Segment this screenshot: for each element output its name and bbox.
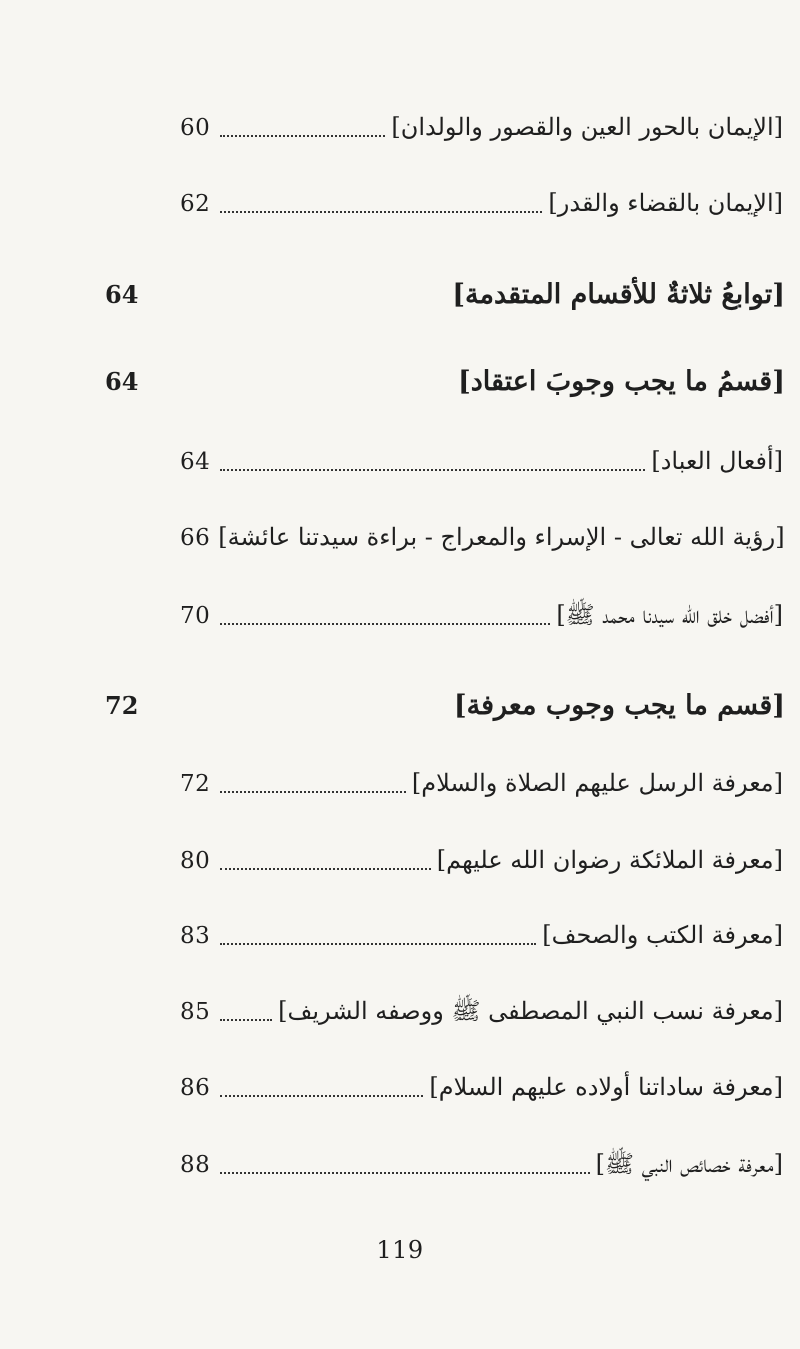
toc-entry-title: [معرفة الملائكة رضوان الله عليهم] bbox=[436, 846, 783, 874]
toc-entry-title: [معرفة نسب النبي المصطفى ﷺ ووصفه الشريف] bbox=[278, 997, 783, 1025]
toc-entry-qadaa-qadar bbox=[180, 183, 783, 223]
toc-entry-page: 86 bbox=[180, 1075, 211, 1101]
dot-leader bbox=[220, 868, 431, 870]
toc-entry-page: 66 bbox=[180, 525, 211, 551]
toc-entry-title: [رؤية الله تعالى - الإسراء والمعراج - براءة سيدتنا عائشة] bbox=[218, 523, 785, 551]
toc-entry-page: 60 bbox=[180, 115, 211, 141]
toc-section-page: 64 bbox=[105, 367, 139, 396]
toc-entry-page: 88 bbox=[180, 1152, 211, 1178]
toc-entry-title: [معرفة الكتب والصحف] bbox=[542, 921, 783, 949]
toc-section-page: 72 bbox=[105, 691, 139, 720]
toc-section-title: [قسم ما يجب وجوب معرفة] bbox=[453, 690, 785, 721]
dot-leader bbox=[220, 135, 385, 137]
dot-leader bbox=[220, 791, 406, 793]
toc-entry-rusul bbox=[180, 763, 783, 803]
dot-leader bbox=[220, 1172, 590, 1174]
toc-entry-page: 62 bbox=[180, 191, 211, 217]
dot-leader bbox=[220, 1019, 272, 1021]
toc-section-marifa bbox=[105, 686, 785, 726]
toc-entry-title: [معرفة ساداتنا أولاده عليهم السلام] bbox=[429, 1073, 783, 1101]
toc-entry-afaal-al-ibad bbox=[180, 441, 783, 481]
toc-entry-page: 80 bbox=[180, 848, 211, 874]
toc-section-page: 64 bbox=[105, 280, 139, 309]
toc-entry-page: 64 bbox=[180, 449, 211, 475]
toc-section-title: [توابعُ ثلاثةٌ للأقسام المتقدمة] bbox=[452, 279, 785, 310]
dot-leader bbox=[220, 943, 536, 945]
page-number: 119 bbox=[376, 1236, 424, 1264]
toc-entry-ruyat-allah bbox=[180, 517, 783, 557]
toc-section-title: [قسمُ ما يجب وجوبَ اعتقاد] bbox=[457, 366, 785, 397]
toc-entry-awlad bbox=[180, 1067, 783, 1107]
toc-entry-khasais bbox=[180, 1144, 783, 1184]
toc-entry-page: 72 bbox=[180, 771, 211, 797]
toc-entry-title: [معرفة الرسل عليهم الصلاة والسلام] bbox=[411, 769, 783, 797]
toc-entry-title: [معرفة خصائص النبي ﷺ] bbox=[595, 1150, 783, 1178]
toc-entry-afdal-khalq bbox=[180, 595, 783, 635]
toc-section-itiqad bbox=[105, 362, 785, 402]
toc-entry-hoor-al-ain bbox=[180, 107, 783, 147]
toc-entry-kutub bbox=[180, 915, 783, 955]
toc-entry-title: [أفعال العباد] bbox=[651, 447, 783, 475]
toc-entry-nasab bbox=[180, 991, 783, 1031]
toc-entry-title: [أفضل خلق الله سيدنا محمد ﷺ] bbox=[556, 601, 783, 629]
toc-entry-page: 70 bbox=[180, 603, 211, 629]
toc-entry-malaika bbox=[180, 840, 783, 880]
dot-leader bbox=[220, 469, 645, 471]
toc-entry-title: [الإيمان بالحور العين والقصور والولدان] bbox=[391, 113, 783, 141]
toc-entry-page: 85 bbox=[180, 999, 211, 1025]
dot-leader bbox=[220, 1095, 423, 1097]
dot-leader bbox=[220, 623, 550, 625]
toc-section-tawabi bbox=[105, 275, 785, 315]
toc-entry-title: [الإيمان بالقضاء والقدر] bbox=[548, 189, 783, 217]
toc-entry-page: 83 bbox=[180, 923, 211, 949]
dot-leader bbox=[220, 211, 542, 213]
